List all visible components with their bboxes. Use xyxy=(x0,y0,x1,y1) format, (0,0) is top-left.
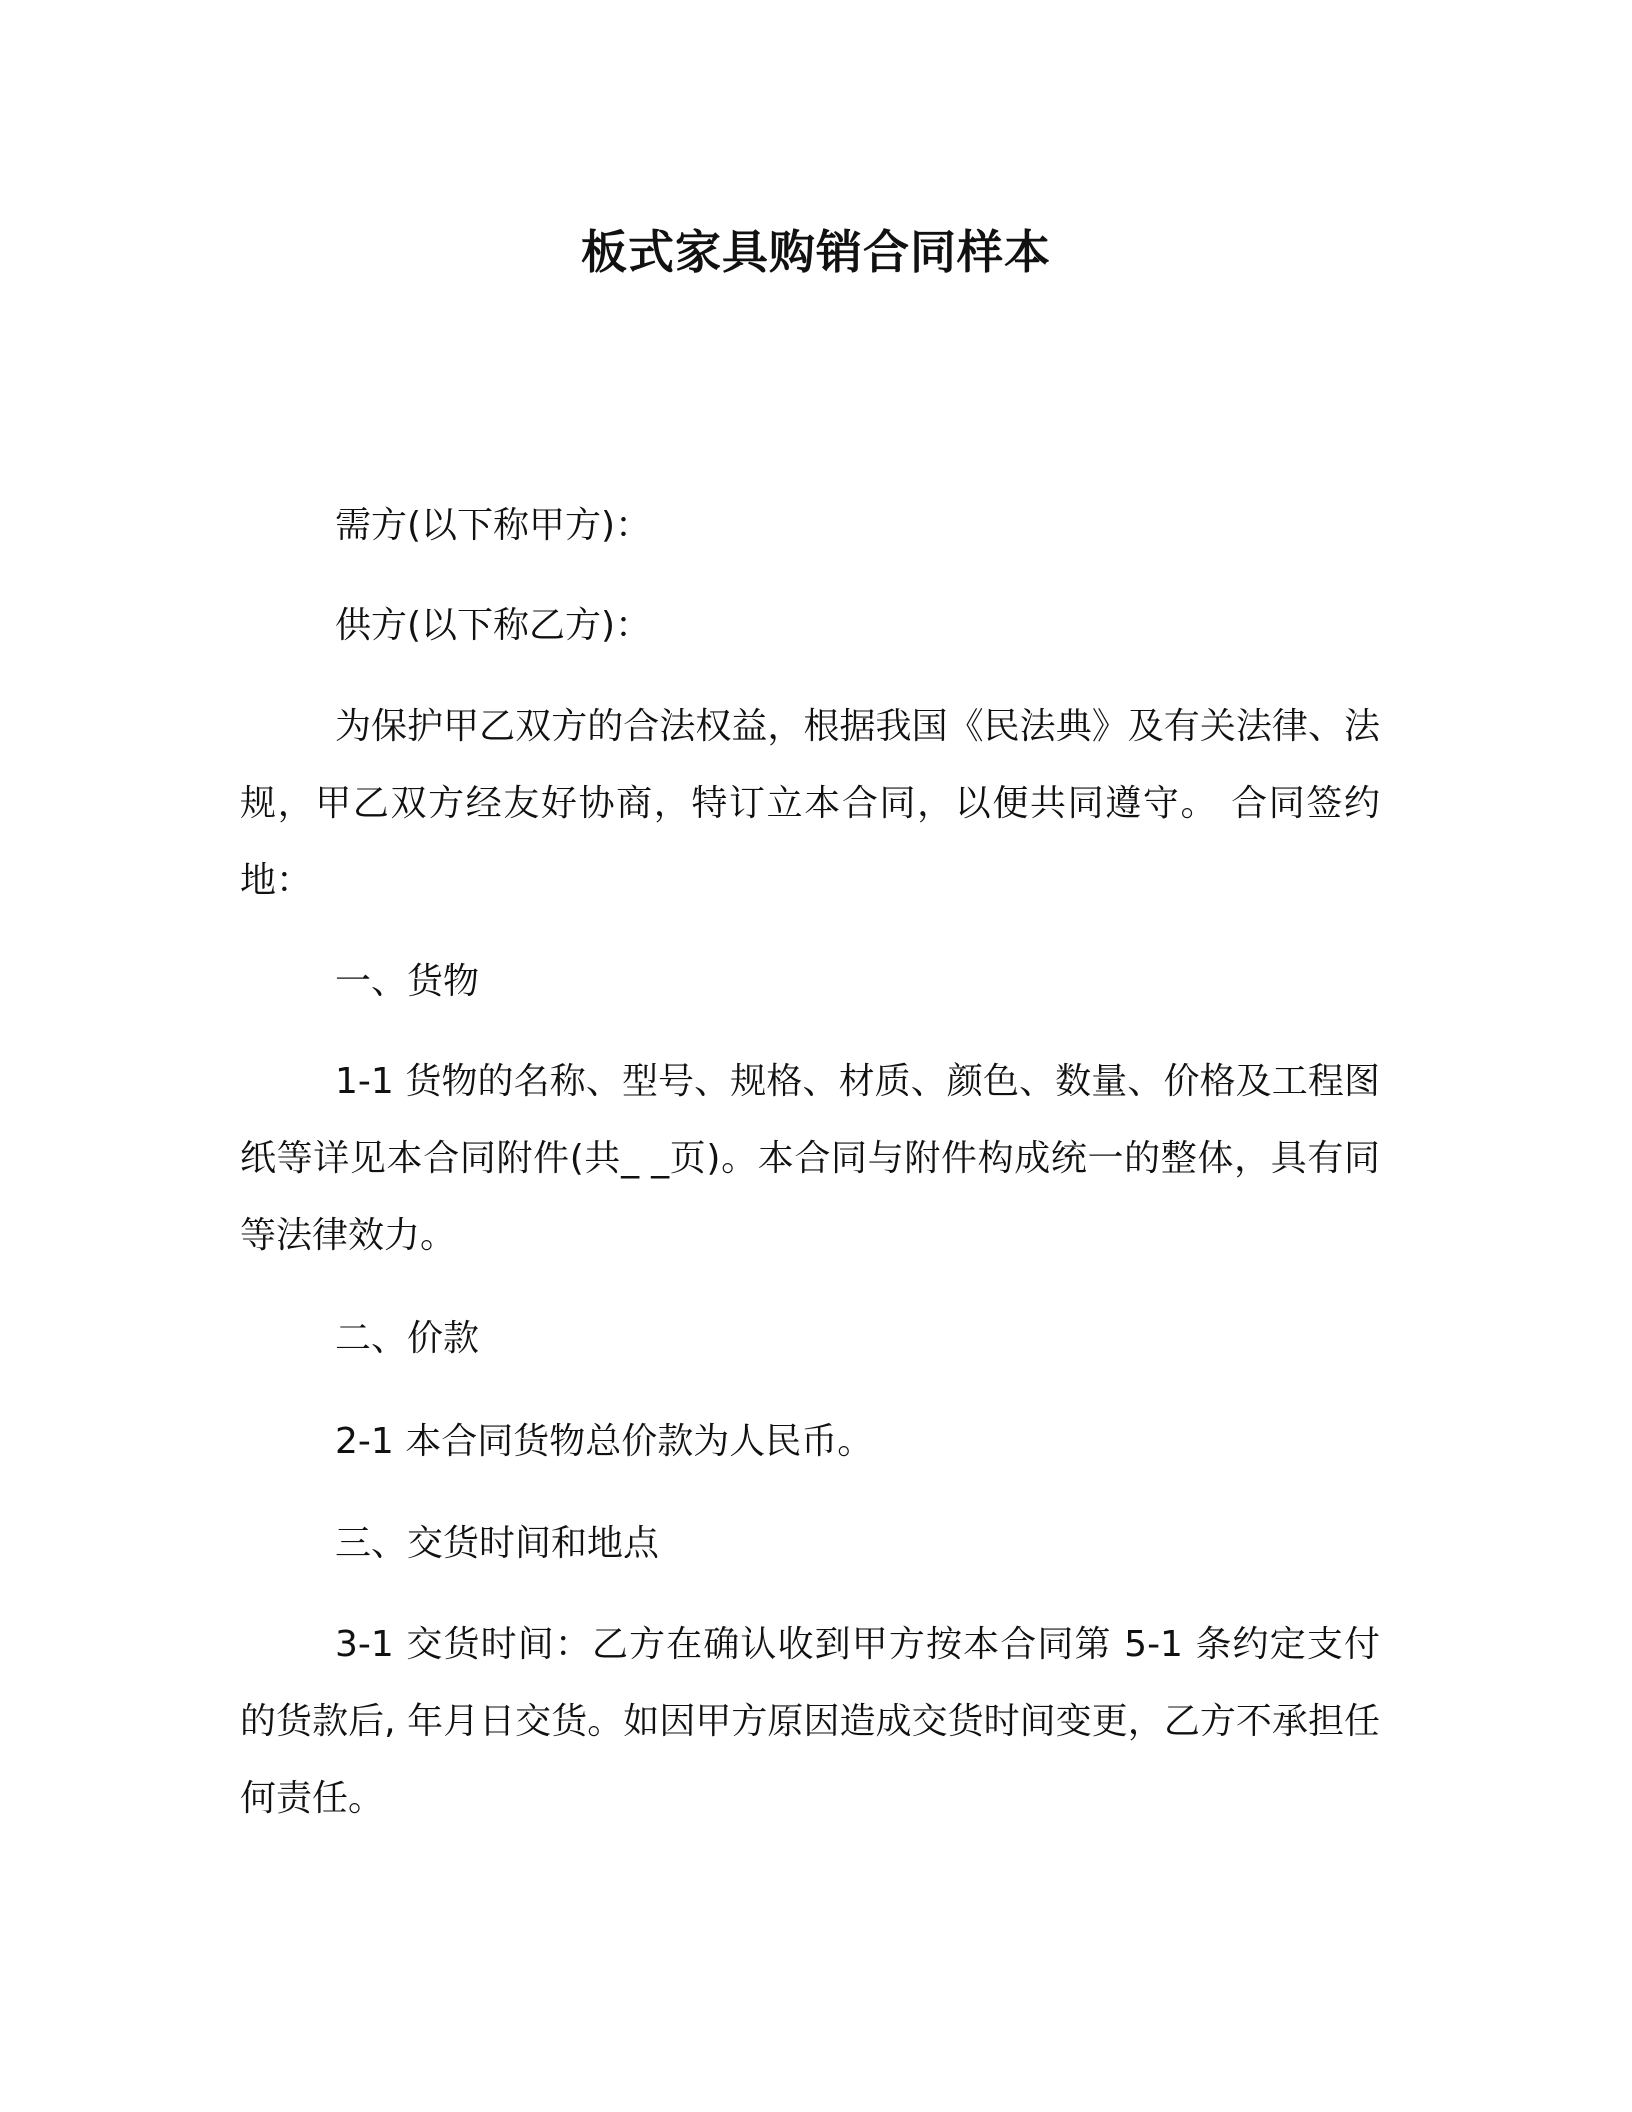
party-a-line: 需方(以下称甲方)： xyxy=(335,505,652,546)
preamble-paragraph: 为保护甲乙双方的合法权益，根据我国《民法典》及有关法律、法规，甲乙双方经友好协商，特订立本合同，以便共同遵守。 合同签约地： xyxy=(240,706,1380,901)
section-heading-price: 二、价款 xyxy=(335,1318,480,1359)
clause-1-1: 1-1 货物的名称、型号、规格、材质、颜色、数量、价格及工程图纸等详见本合同附件(共_ _页)。本合同与附件构成统一的整体，具有同等法律效力。 xyxy=(240,1061,1380,1256)
party-b-line: 供方(以下称乙方)： xyxy=(335,605,652,646)
section-heading-goods: 一、货物 xyxy=(335,961,480,1002)
section-heading-delivery: 三、交货时间和地点 xyxy=(335,1523,660,1564)
clause-3-1: 3-1 交货时间：乙方在确认收到甲方按本合同第 5-1 条约定支付的货款后, 年月日交货。如因甲方原因造成交货时间变更，乙方不承担任何责任。 xyxy=(240,1624,1380,1819)
document-title: 板式家具购销合同样本 xyxy=(581,225,1051,279)
clause-2-1: 2-1 本合同货物总价款为人民币。 xyxy=(335,1421,874,1462)
